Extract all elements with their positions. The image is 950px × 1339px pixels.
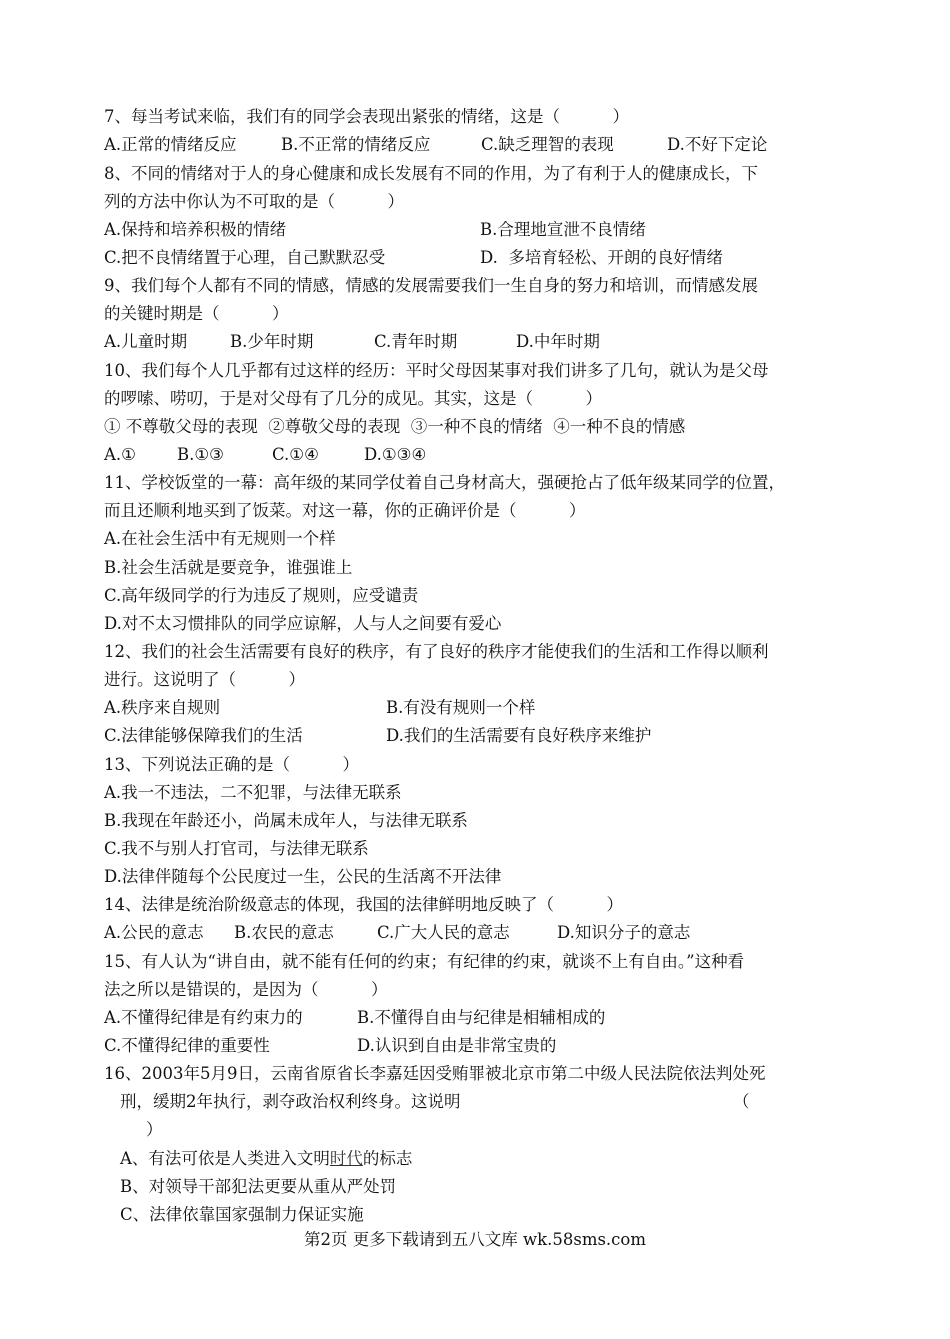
question-13-option-b: B.我现在年龄还小，尚属未成年人，与法律无联系 bbox=[104, 811, 468, 830]
question-10-statements: ① 不尊敬父母的表现 ②尊敬父母的表现 ③一种不良的情绪 ④一种不良的情感 bbox=[104, 417, 686, 436]
option-c: C.缺乏理智的表现 bbox=[481, 135, 614, 154]
option-d: D.不好下定论 bbox=[667, 135, 768, 154]
page-footer: 第2页 更多下载请到五八文库 wk.58sms.com bbox=[304, 1230, 646, 1249]
option-c: C.①④ bbox=[272, 445, 319, 464]
option-a: A.公民的意志 bbox=[104, 923, 204, 942]
question-13-option-d: D.法律伴随每个公民度过一生，公民的生活离不开法律 bbox=[104, 867, 502, 886]
question-15-options-row2 bbox=[104, 1036, 556, 1056]
option-a: A.儿童时期 bbox=[104, 332, 188, 351]
option-c: C.不懂得纪律的重要性 bbox=[104, 1036, 270, 1055]
question-15-stem-line2: 法之所以是错误的，是因为（ ） bbox=[104, 980, 388, 999]
question-12-options-row2 bbox=[104, 726, 651, 746]
question-8-stem-line2: 列的方法中你认为不可取的是（ ） bbox=[104, 192, 404, 211]
question-10-stem-line2: 的啰嗦、唠叨，于是对父母有了几分的成见。其实，这是（ ） bbox=[104, 389, 602, 408]
option-b: B.①③ bbox=[177, 445, 224, 464]
option-a: A.不懂得纪律是有约束力的 bbox=[104, 1008, 303, 1027]
option-d: D.我们的生活需要有良好秩序来维护 bbox=[386, 726, 652, 745]
question-8-stem-line1: 8、不同的情绪对于人的身心健康和成长发展有不同的作用，为了有利于人的健康成长，下 bbox=[104, 164, 758, 183]
question-9-options bbox=[104, 332, 600, 352]
option-b: B.有没有规则一个样 bbox=[386, 698, 536, 717]
option-c: C.法律能够保障我们的生活 bbox=[104, 726, 303, 745]
option-b: B.农民的意志 bbox=[234, 923, 334, 942]
option-d: D.①③④ bbox=[364, 445, 427, 464]
option-a: A.① bbox=[104, 445, 136, 464]
question-16-paren-close: ） bbox=[146, 1120, 163, 1139]
question-16-paren-open: （ bbox=[733, 1092, 750, 1111]
question-16-option-c: C、法律依靠国家强制力保证实施 bbox=[120, 1205, 364, 1224]
question-11-option-c: C.高年级同学的行为违反了规则，应受谴责 bbox=[104, 586, 419, 605]
question-10-stem-line1: 10、我们每个人几乎都有过这样的经历：平时父母因某事对我们讲多了几句，就认为是父母 bbox=[104, 361, 769, 380]
question-7-stem: 7、每当考试来临，我们有的同学会表现出紧张的情绪，这是（ ） bbox=[104, 107, 629, 126]
option-d: D.认识到自由是非常宝贵的 bbox=[357, 1036, 557, 1055]
option-a-suffix: 的标志 bbox=[362, 1149, 413, 1168]
question-13-stem: 13、下列说法正确的是（ ） bbox=[104, 755, 359, 774]
question-12-stem-line2: 进行。这说明了（ ） bbox=[104, 670, 305, 689]
option-a: A.保持和培养积极的情绪 bbox=[104, 220, 287, 239]
option-d: D.中年时期 bbox=[516, 332, 600, 351]
question-7-options bbox=[104, 135, 767, 155]
question-11-option-b: B.社会生活就是要竞争，谁强谁上 bbox=[104, 558, 353, 577]
question-8-options-row2 bbox=[104, 248, 723, 268]
question-13-option-a: A.我一不违法，二不犯罪，与法律无联系 bbox=[104, 783, 402, 802]
question-8-options-row1 bbox=[104, 220, 646, 240]
question-16-option-a bbox=[120, 1149, 412, 1169]
option-a: A.秩序来自规则 bbox=[104, 698, 221, 717]
option-c: C.青年时期 bbox=[374, 332, 458, 351]
question-9-stem-line2: 的关键时期是（ ） bbox=[104, 304, 289, 323]
question-13-option-c: C.我不与别人打官司，与法律无联系 bbox=[104, 839, 369, 858]
option-c: C.把不良情绪置于心理，自己默默忍受 bbox=[104, 248, 386, 267]
question-11-option-a: A.在社会生活中有无规则一个样 bbox=[104, 529, 336, 548]
option-b: B.不懂得自由与纪律是相辅相成的 bbox=[357, 1008, 606, 1027]
option-b: B.不正常的情绪反应 bbox=[281, 135, 431, 154]
question-12-stem-line1: 12、我们的社会生活需要有良好的秩序，有了良好的秩序才能使我们的生活和工作得以顺利 bbox=[104, 642, 769, 661]
option-a-text: A、有法可依是人类进入文明 bbox=[120, 1149, 330, 1168]
question-10-options bbox=[104, 445, 426, 465]
question-15-options-row1 bbox=[104, 1008, 605, 1028]
question-16-option-b: B、对领导干部犯法更要从重从严处罚 bbox=[120, 1177, 397, 1196]
question-16-stem-line2: 刑，缓期2年执行，剥夺政治权利终身。这说明 bbox=[120, 1092, 461, 1111]
option-c: C.广大人民的意志 bbox=[377, 923, 510, 942]
question-14-stem: 14、法律是统治阶级意志的体现，我国的法律鲜明地反映了（ ） bbox=[104, 895, 623, 914]
question-15-stem-line1: 15、有人认为“讲自由，就不能有任何的约束；有纪律的约束，就谈不上有自由。”这种看 bbox=[104, 952, 745, 971]
era-link[interactable]: 时代 bbox=[329, 1149, 363, 1168]
option-a: A.正常的情绪反应 bbox=[104, 135, 237, 154]
question-9-stem-line1: 9、我们每个人都有不同的情感，情感的发展需要我们一生自身的努力和培训，而情感发展 bbox=[104, 276, 758, 295]
question-11-stem-line2: 而且还顺利地买到了饭菜。对这一幕，你的正确评价是（ ） bbox=[104, 501, 586, 520]
question-11-option-d: D.对不太习惯排队的同学应谅解，人与人之间要有爱心 bbox=[104, 614, 502, 633]
option-d: D. 多培育轻松、开朗的良好情绪 bbox=[480, 248, 723, 267]
question-11-stem-line1: 11、学校饭堂的一幕：高年级的某同学仗着自己身材高大，强硬抢占了低年级某同学的位置， bbox=[104, 473, 785, 492]
question-12-options-row1 bbox=[104, 698, 535, 718]
option-b: B.合理地宣泄不良情绪 bbox=[480, 220, 646, 239]
question-14-options bbox=[104, 923, 690, 943]
option-b: B.少年时期 bbox=[230, 332, 314, 351]
question-16-stem-line1: 16、2003年5月9日，云南省原省长李嘉廷因受贿罪被北京市第二中级人民法院依法判处死 bbox=[104, 1064, 766, 1083]
option-d: D.知识分子的意志 bbox=[557, 923, 691, 942]
